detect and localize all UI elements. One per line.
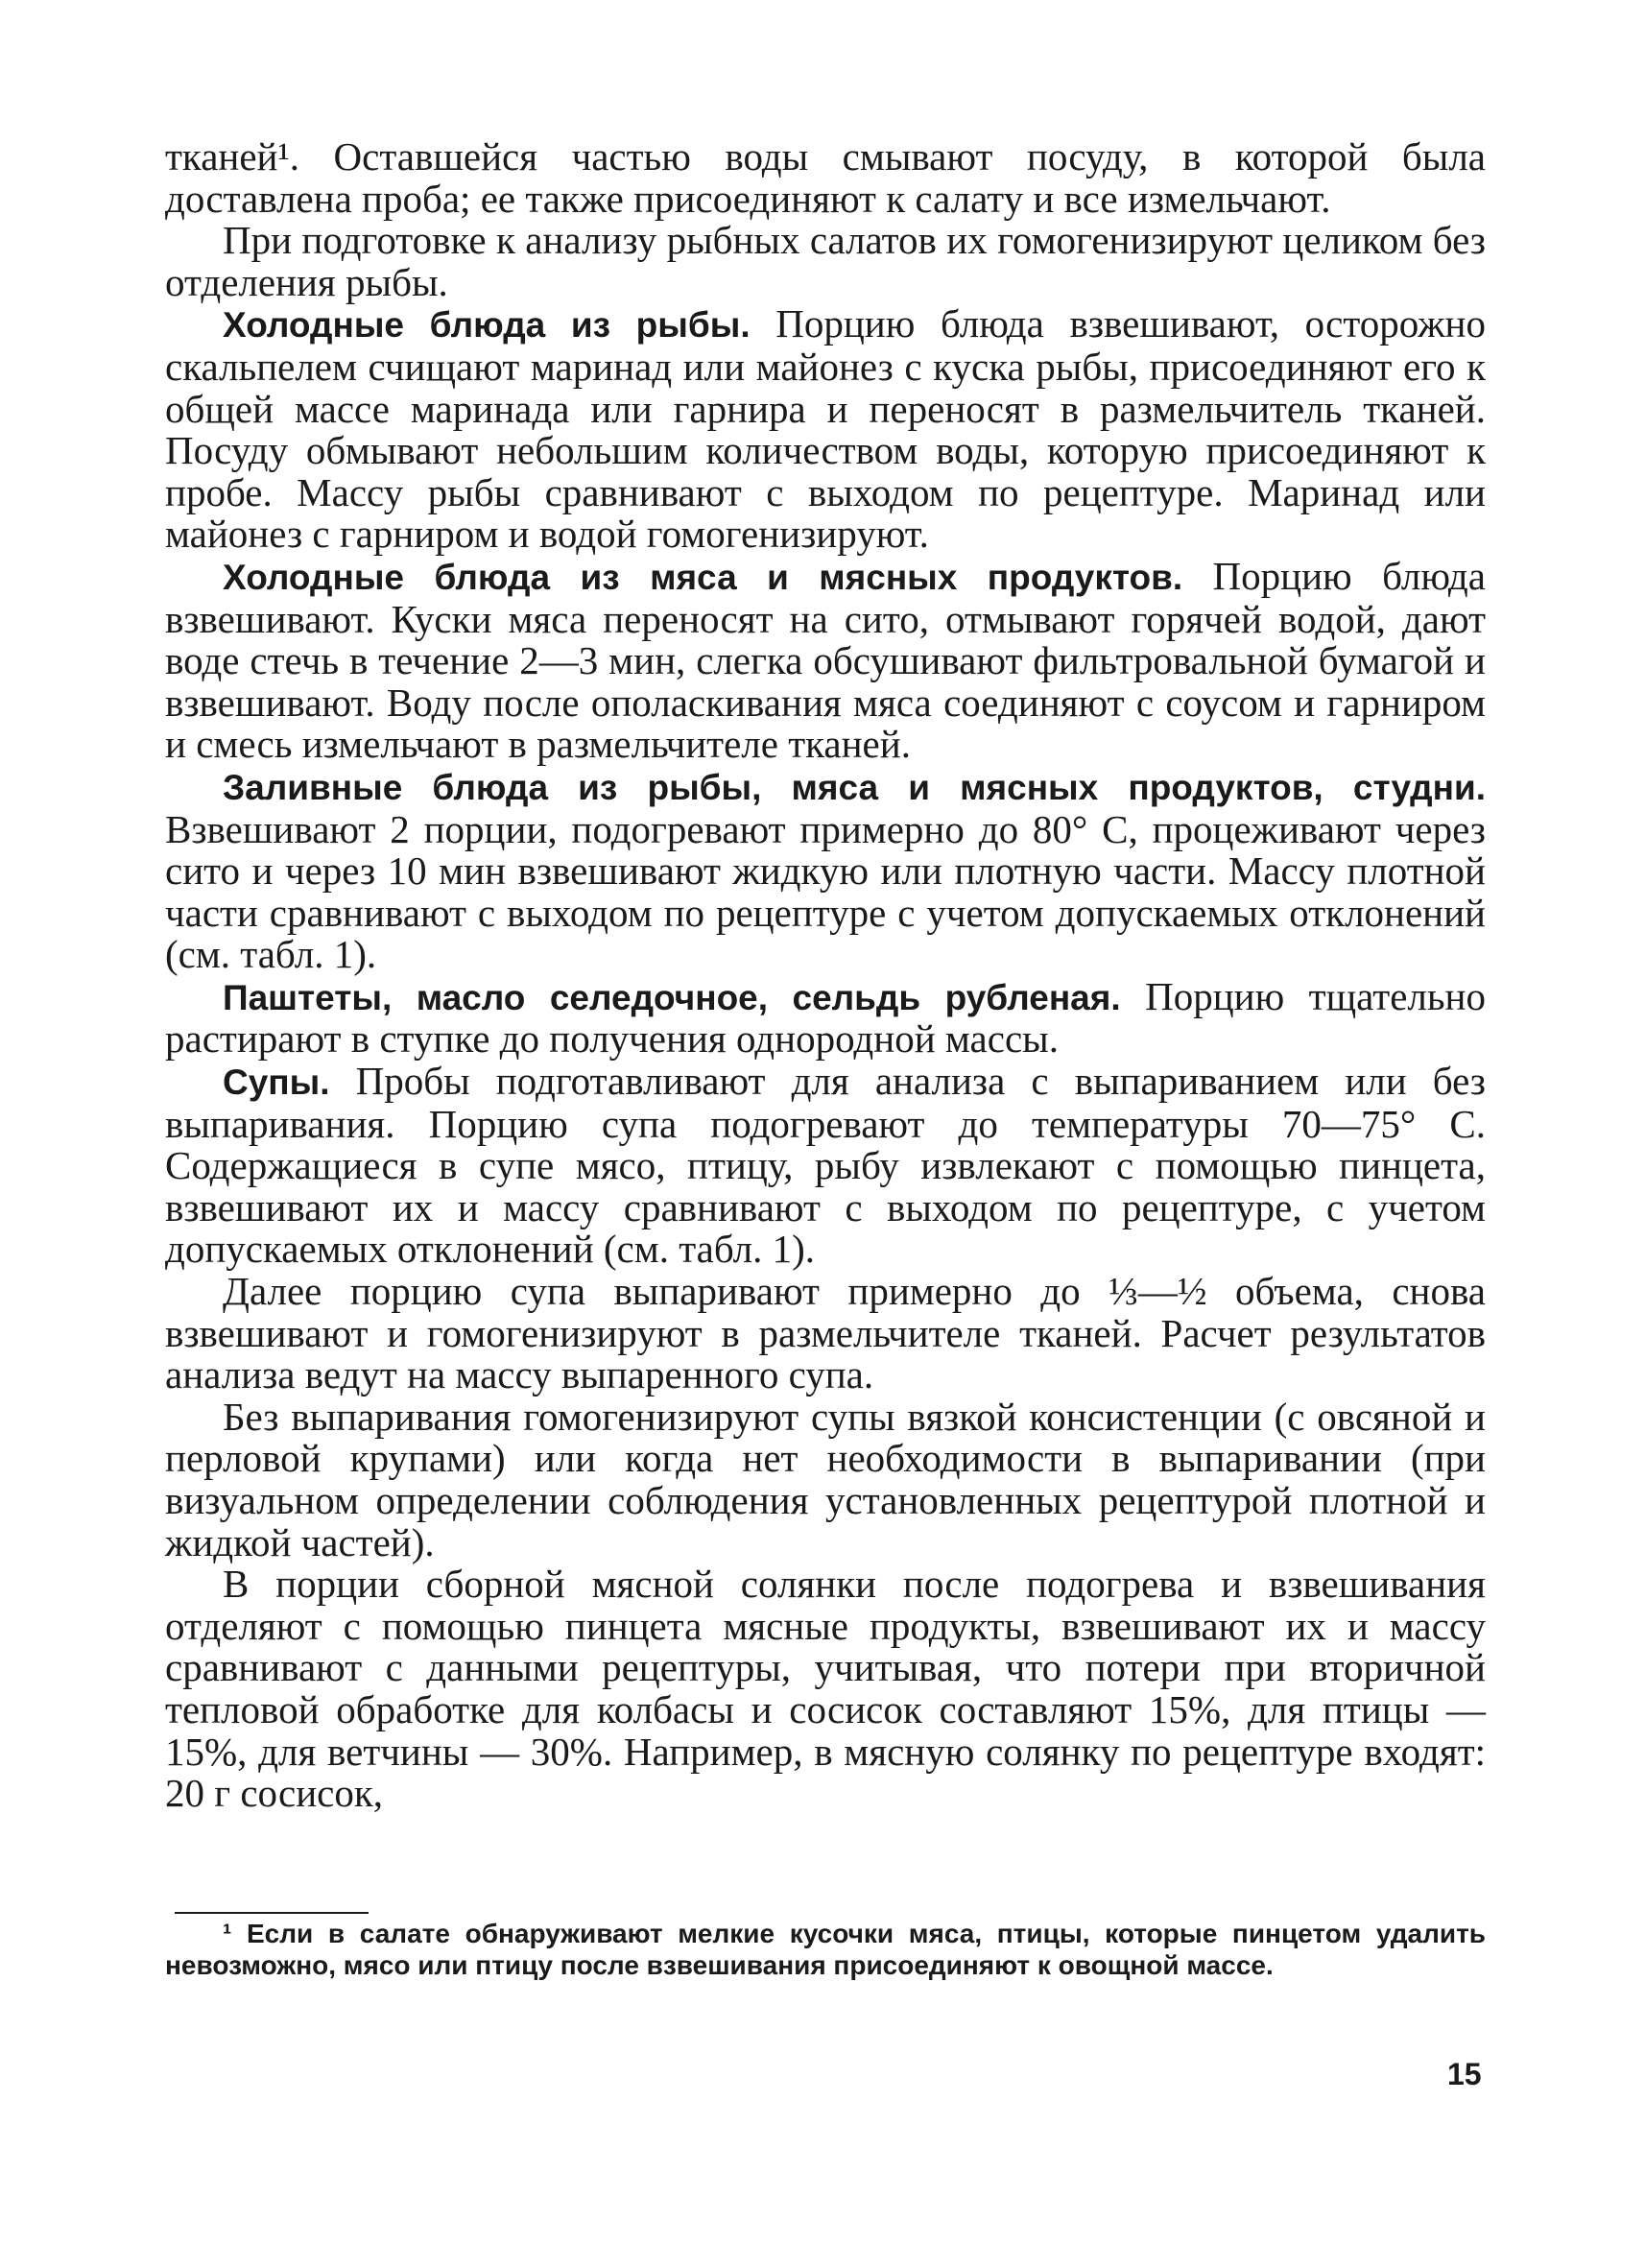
- heading-cold-meat: Холодные блюда из мяса и мясных продуктов.: [223, 557, 1183, 597]
- heading-pates: Паштеты, масло селедочное, сельдь рубленая.: [223, 977, 1121, 1017]
- paragraph-cold-fish: Холодные блюда из рыбы. Порцию блюда взвешивают, осторожно скальпелем счищают маринад или майонез с куска рыбы, присоединяют его к общей массе маринада или гарнира и переносят в размельчитель тканей. Посуду обмывают небольшим количеством воды, которую присоединяют к пробе. Массу рыбы сравнивают с выходом по рецептуре. Маринад или майонез с гарниром и водой гомогенизируют.: [165, 301, 1486, 557]
- paragraph-continuation: тканей¹. Оставшейся частью воды смывают посуду, в которой была доставлена проба; ее также присоединяют к салату и все измельчают.: [165, 134, 1486, 221]
- paragraph-cold-meat: Холодные блюда из мяса и мясных продуктов. Порцию блюда взвешивают. Куски мяса переносят на сито, отмывают горячей водой, дают воде стечь в течение 2—3 мин, слегка обсушивают фильтровальной бумагой и взвешивают. Воду после ополаскивания мяса соединяют с соусом и гарниром и смесь измельчают в размельчителе тканей.: [165, 553, 1486, 767]
- footnote: ¹ Если в салате обнаруживают мелкие кусочки мяса, птицы, которые пинцетом удалить невозможно, мясо или птицу после взвешивания присоединяют к овощной массе.: [165, 1919, 1486, 1980]
- paragraph-no-evaporation: Без выпаривания гомогенизируют супы вязкой консистенции (с овсяной и перловой крупами) или когда нет необходимости в выпаривании (при визуальном определении соблюдения установленных рецептурой плотной и жидкой частей).: [165, 1394, 1486, 1564]
- heading-cold-fish: Холодные блюда из рыбы.: [223, 305, 751, 346]
- paragraph-fish-salads: При подготовке к анализу рыбных салатов их гомогенизируют целиком без отделения рыбы.: [165, 218, 1486, 304]
- heading-aspic: Заливные блюда из рыбы, мяса и мясных продуктов, студни.: [223, 767, 1486, 807]
- footnote-divider: [175, 1912, 369, 1914]
- paragraph-soups: Супы. Пробы подготавливают для анализа с выпариванием или без выпаривания. Порцию супа подогревают до температуры 70—75° С. Содержащиеся в супе мясо, птицу, рыбу извлекают с помощью пинцета, взвешивают их и массу сравнивают с выходом по рецептуре, с учетом допускаемых отклонений (см. табл. 1).: [165, 1059, 1486, 1272]
- page-body: [165, 136, 1486, 1815]
- paragraph-solyanka: В порции сборной мясной солянки после подогрева и взвешивания отделяют с помощью пинцета мясные продукты, взвешивают их и массу сравнивают с данными рецептуры, учитывая, что потери при вторичной тепловой обработке для колбасы и сосисок составляют 15%, для птицы — 15%, для ветчины — 30%. Например, в мясную солянку по рецептуре входят: 20 г сосисок,: [165, 1562, 1486, 1816]
- paragraph-aspic: Заливные блюда из рыбы, мяса и мясных продуктов, студни. Взвешивают 2 порции, подогревают примерно до 80° С, процеживают через сито и через 10 мин взвешивают жидкую или плотную части. Массу плотной части сравнивают с выходом по рецептуре с учетом допускаемых отклонений (см. табл. 1).: [165, 767, 1486, 977]
- paragraph-pates: Паштеты, масло селедочное, сельдь рубленая. Порцию тщательно растирают в ступке до получения однородной массы.: [165, 973, 1486, 1062]
- heading-soups: Супы.: [223, 1062, 330, 1103]
- page-number: 15: [1447, 2057, 1482, 2091]
- paragraph-soup-evaporation: Далее порцию супа выпаривают примерно до ⅓—½ объема, снова взвешивают и гомогенизируют в размельчителе тканей. Расчет результатов анализа ведут на массу выпаренного супа.: [165, 1269, 1486, 1397]
